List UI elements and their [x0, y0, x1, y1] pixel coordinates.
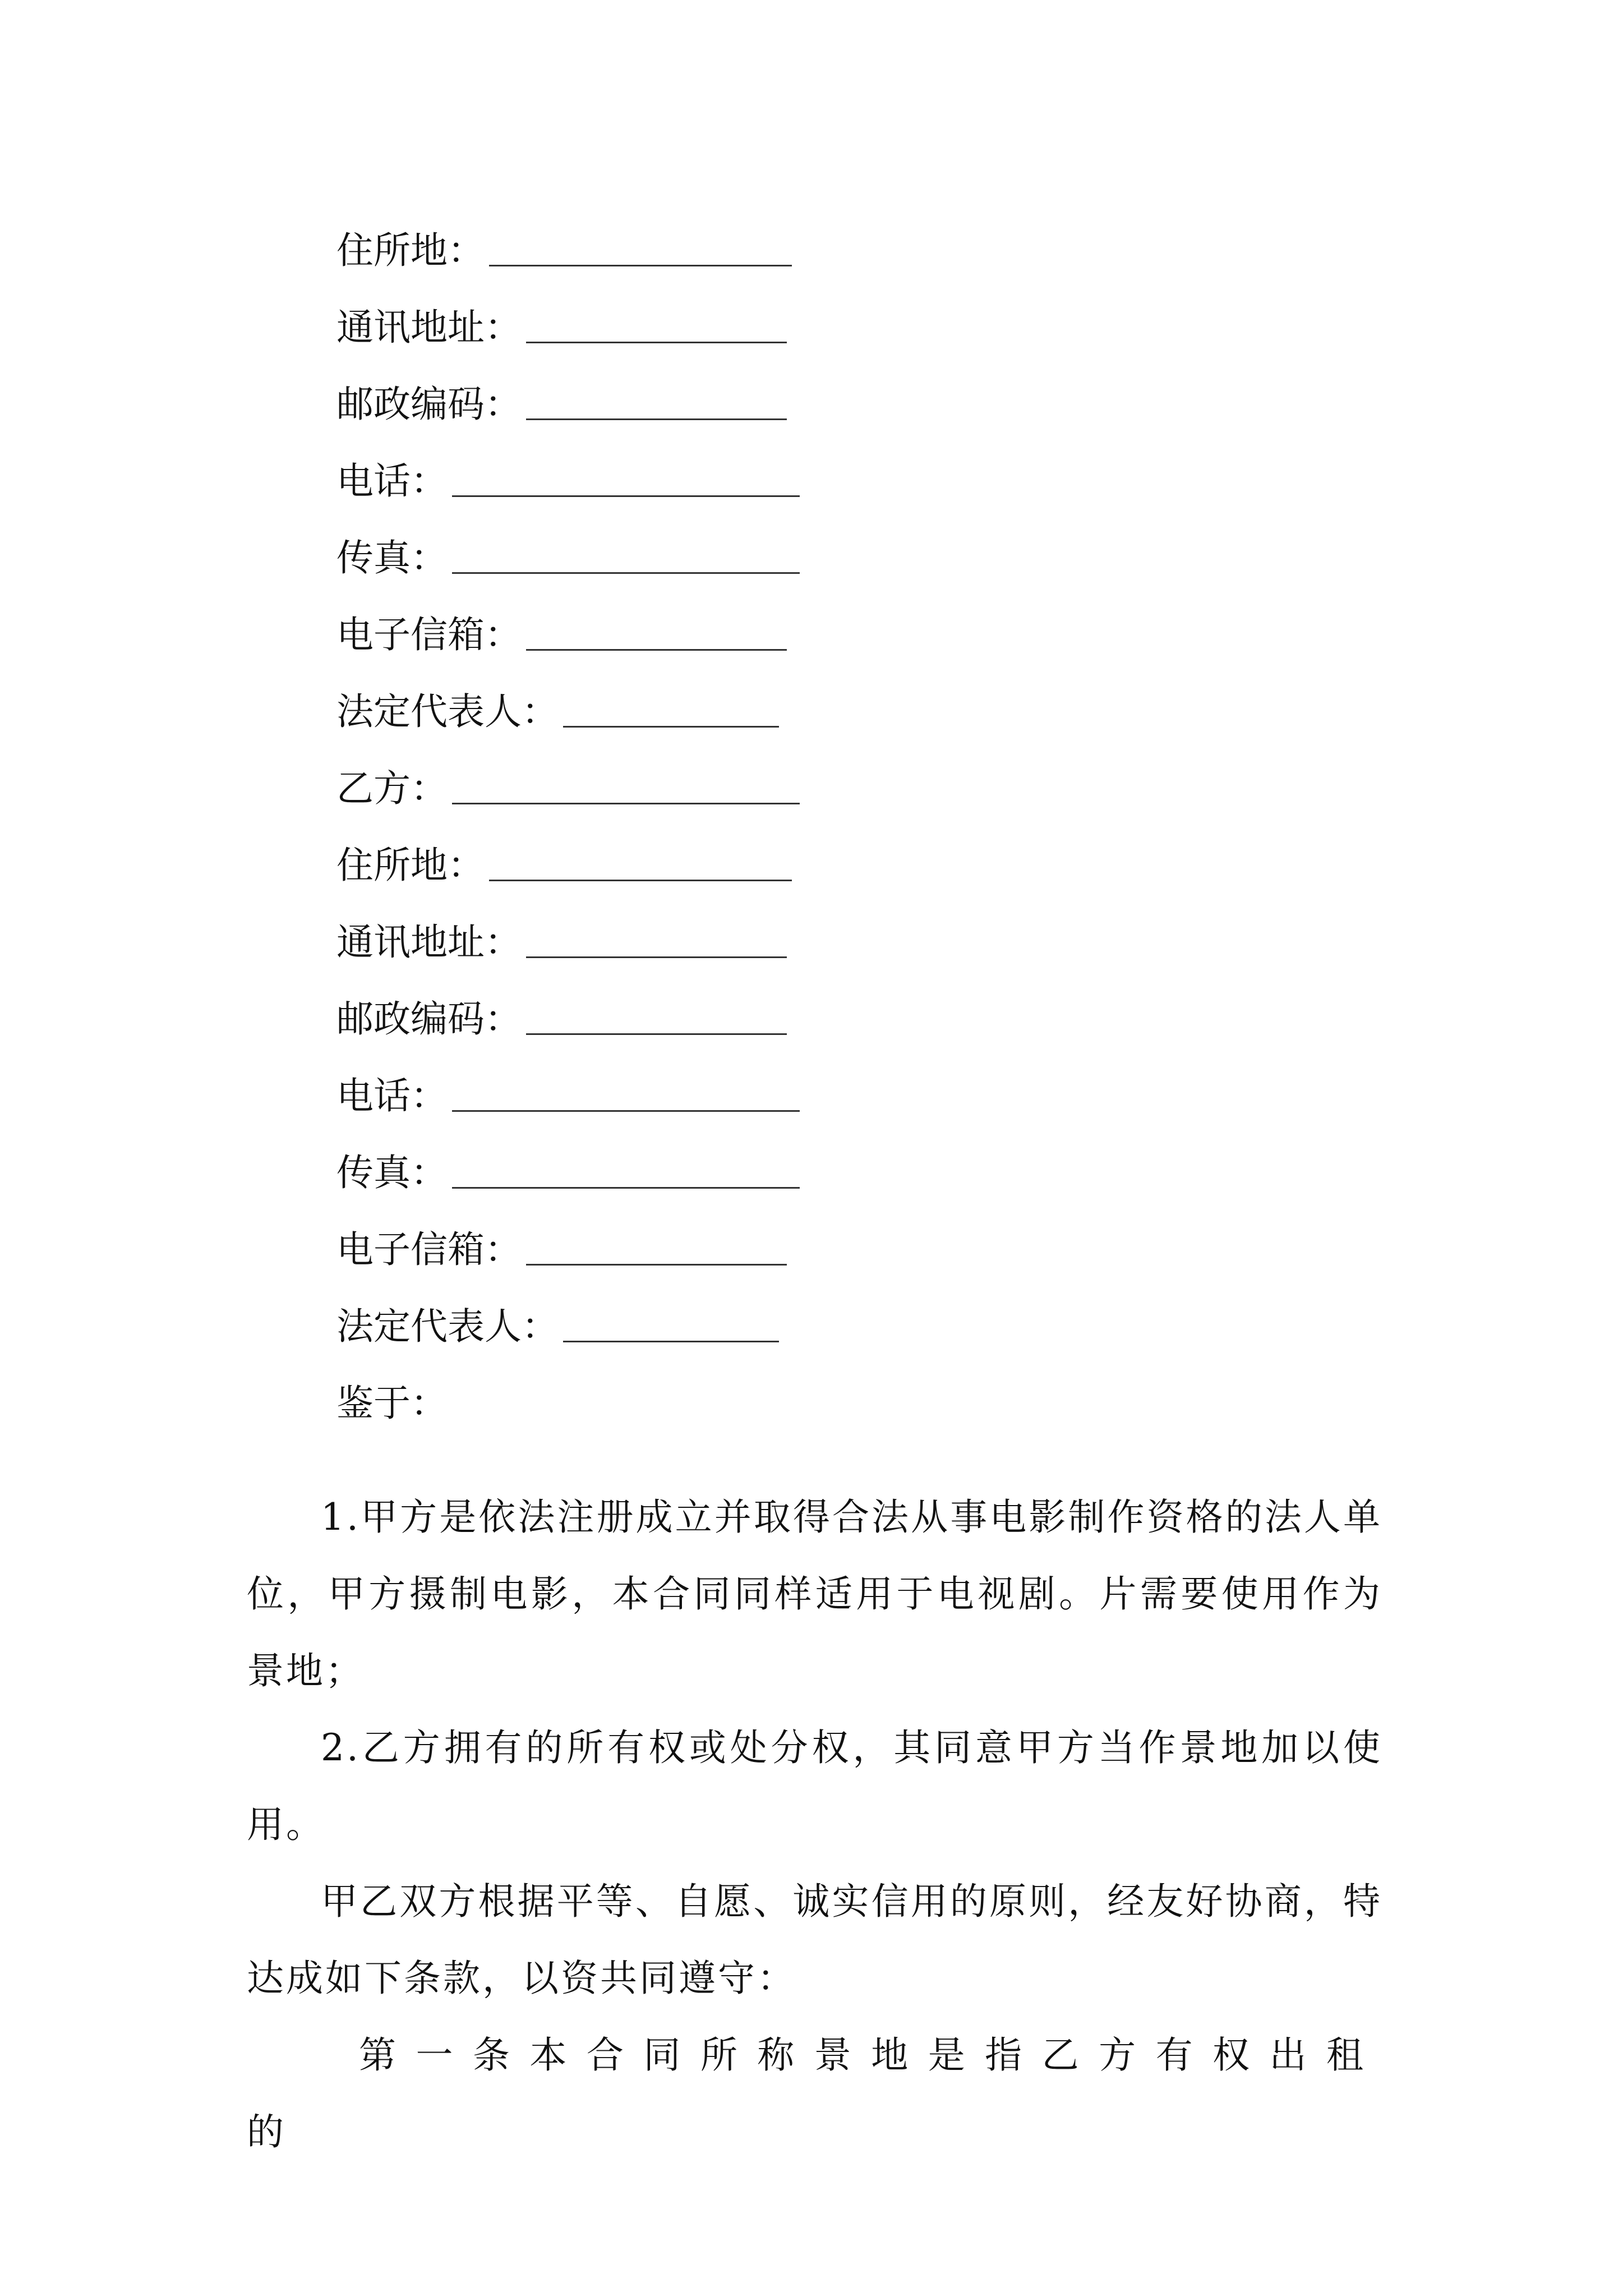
field-label: 通讯地址： [336, 306, 522, 349]
field-label: 电话： [336, 459, 448, 503]
field-row [336, 750, 841, 827]
field-row [336, 289, 841, 366]
fill-in-blank-line [452, 572, 800, 574]
field-row [336, 904, 841, 981]
field-row [336, 981, 841, 1057]
fill-in-blank-line [526, 956, 787, 958]
fill-in-blank-line [526, 1033, 787, 1035]
fill-in-blank-line [526, 418, 787, 420]
fill-in-blank-line [563, 726, 779, 728]
party-info-fields [336, 212, 841, 1365]
field-label: 住所地： [336, 229, 485, 272]
field-row [336, 673, 841, 750]
field-row [336, 596, 841, 673]
field-label: 邮政编码： [336, 383, 522, 426]
field-label: 法定代表人： [336, 690, 559, 733]
agreement-intro-paragraph: 甲乙双方根据平等、自愿、诚实信用的原则，经友好协商，特达成如下条款，以资共同遵守： [247, 1880, 1382, 2000]
recital-paragraph-1: 1.甲方是依法注册成立并取得合法从事电影制作资格的法人单位，甲方摄制电影，本合同同样适用于电视剧。片需要使用作为景地； [247, 1496, 1382, 1692]
fill-in-blank-line [489, 265, 792, 266]
field-label: 电子信箱： [336, 1228, 522, 1271]
field-label: 法定代表人： [336, 1305, 559, 1348]
field-row [336, 1057, 841, 1134]
field-row [336, 443, 841, 519]
field-label: 电子信箱： [336, 613, 522, 656]
fill-in-blank-line [526, 342, 787, 343]
article-one-paragraph: 第一条本合同所称景地是指乙方有权出租的 [247, 2033, 1382, 2154]
fill-in-blank-line [452, 803, 800, 804]
fill-in-blank-line [489, 880, 792, 881]
recital-paragraph-2: 2.乙方拥有的所有权或处分权，其同意甲方当作景地加以使用。 [247, 1726, 1382, 1846]
field-label: 乙方： [336, 767, 448, 810]
field-row [336, 366, 841, 443]
field-row [336, 212, 841, 289]
field-label: 电话： [336, 1074, 448, 1117]
field-row [336, 519, 841, 596]
field-label: 通讯地址： [336, 921, 522, 964]
field-label: 传真： [336, 1151, 448, 1194]
fill-in-blank-line [526, 1264, 787, 1266]
fill-in-blank-line [526, 649, 787, 651]
fill-in-blank-line [452, 495, 800, 497]
field-label: 住所地： [336, 844, 485, 887]
field-label: 邮政编码： [336, 997, 522, 1041]
fill-in-blank-line [452, 1110, 800, 1112]
field-row [336, 827, 841, 904]
fill-in-blank-line [563, 1341, 779, 1342]
given-heading: 鉴于： [336, 1382, 448, 1425]
field-label: 传真： [336, 536, 448, 579]
fill-in-blank-line [452, 1187, 800, 1189]
field-row [336, 1211, 841, 1288]
field-row [336, 1134, 841, 1211]
field-row [336, 1288, 841, 1365]
